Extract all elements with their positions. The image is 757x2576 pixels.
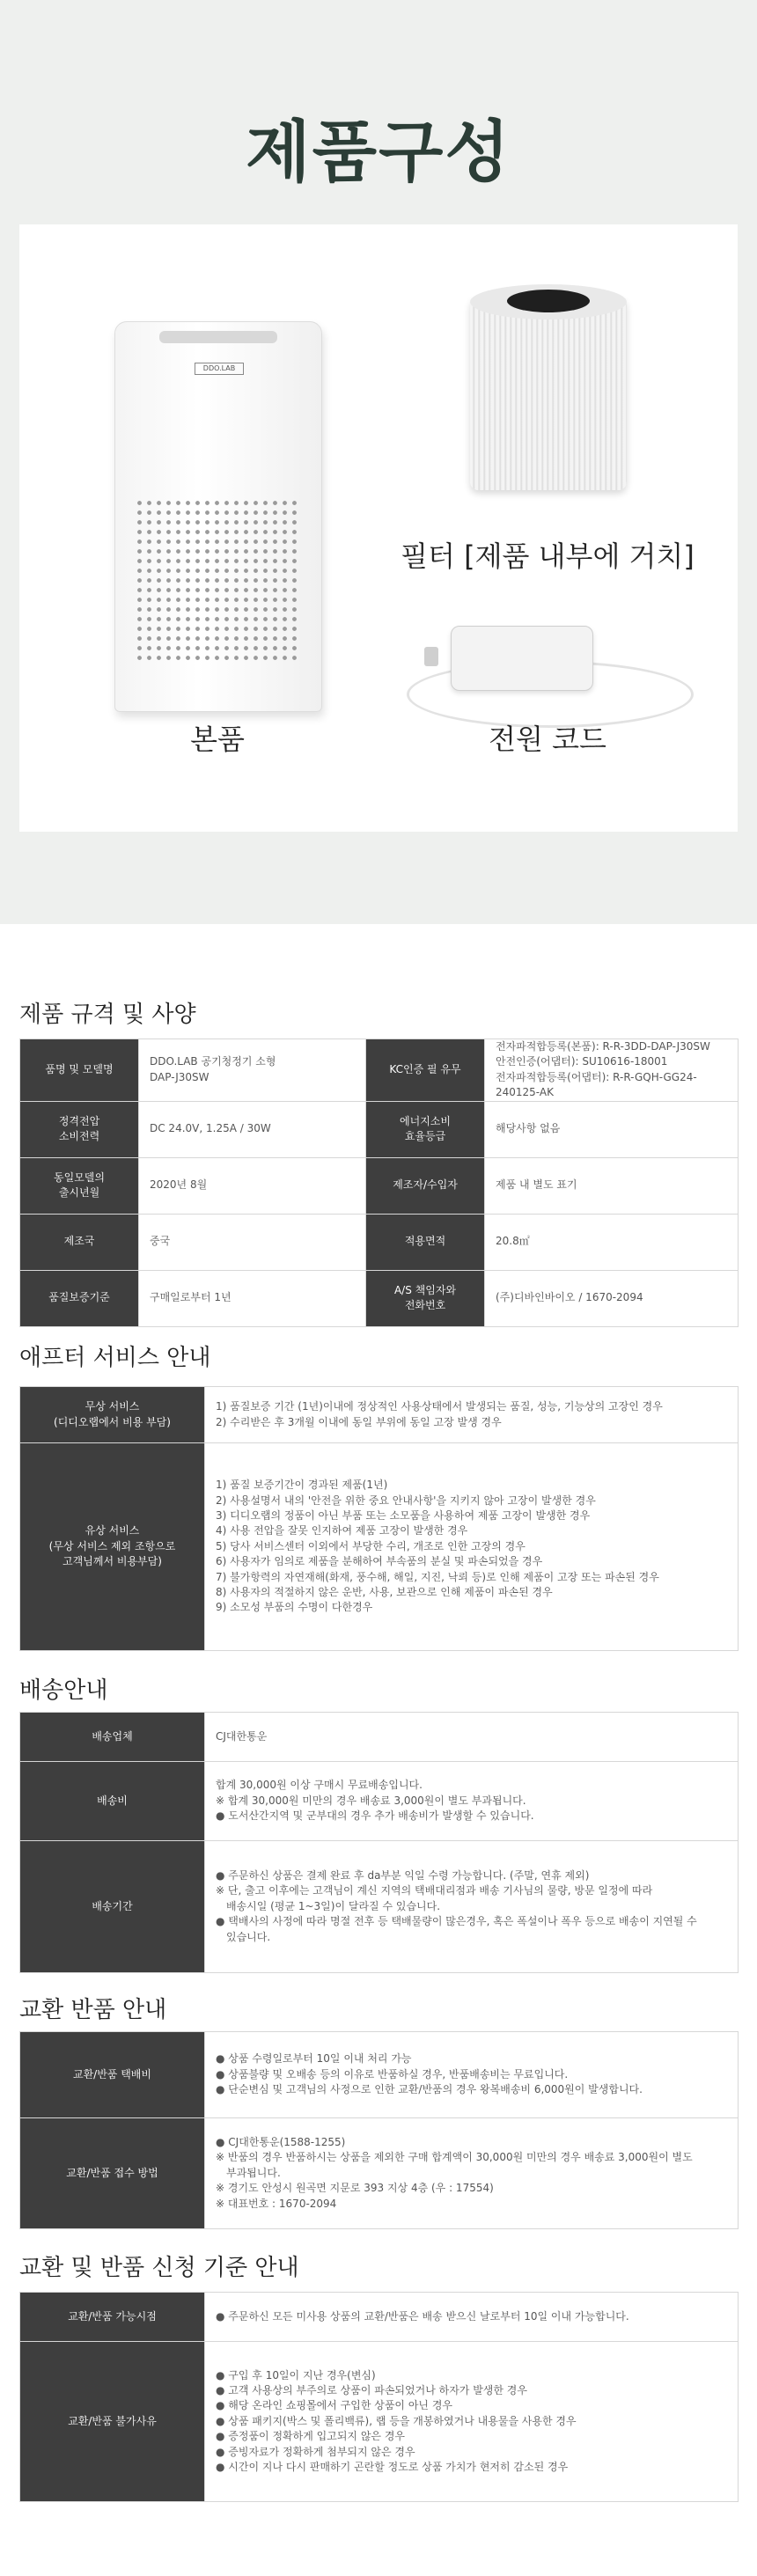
shipping-line: 있습니다.: [226, 1930, 271, 1943]
shipping-line: ● 택배사의 사정에 따라 명절 전후 등 택배물량이 많은경우, 혹은 폭설이나 폭우 등으로 배송이 지연될 수: [216, 1915, 697, 1928]
spec-header: 동일모델의 출시년월: [20, 1157, 139, 1214]
spec-table: [19, 1038, 739, 1327]
as-line: 9) 소모성 부품의 수명이 다한경우: [216, 1601, 373, 1614]
filter-label: 필터 [제품 내부에 거치]: [401, 539, 695, 573]
shipping-line: ● 도서산간지역 및 군부대의 경우 추가 배송비가 발생할 수 있습니다.: [216, 1809, 534, 1823]
spec-value: (주)디바인바이오 / 1670-2094: [485, 1270, 739, 1326]
as-content: [205, 1443, 739, 1651]
criteria-header-possible: 교환/반품 가능시점: [20, 2293, 205, 2342]
criteria-line: ● 시간이 지나 다시 판매하기 곤란할 정도로 상품 가치가 현저히 감소된 경우: [216, 2460, 569, 2473]
exchange-line: ● 상품불량 및 오배송 등의 이유로 반품하실 경우, 반품배송비는 무료입니다.: [216, 2067, 569, 2081]
shipping-header-period: 배송기간: [20, 1841, 205, 1973]
product-composition-section: [0, 0, 757, 924]
filter-image: [470, 284, 627, 495]
exchange-row: [20, 2118, 739, 2229]
criteria-row: [20, 2342, 739, 2502]
shipping-section-title: 배송안내: [19, 1677, 108, 1704]
shipping-row: [20, 1713, 739, 1762]
as-line: 2) 수리받은 후 3개월 이내에 동일 부위에 동일 고장 발생 경우: [216, 1415, 502, 1428]
spec-row: [20, 1039, 739, 1102]
as-line: 1) 품질보증 기간 (1년)이내에 정상적인 사용상태에서 발생되는 품질, 성능, 기능상의 고장인 경우: [216, 1400, 663, 1413]
exchange-line: ※ 경기도 안성시 원곡면 지문로 393 지상 4층 (우 : 17554): [216, 2182, 494, 2195]
exchange-header-method: 교환/반품 접수 방법: [20, 2118, 205, 2229]
spec-header: 제조자/수입자: [366, 1157, 485, 1214]
as-line: 5) 당사 서비스센터 이외에서 부당한 수리, 개조로 인한 고장의 경우: [216, 1539, 525, 1552]
spec-value: 제품 내 별도 표기: [485, 1157, 739, 1214]
criteria-line: ● 상품 패키지(박스 및 폴리백류), 랩 등을 개봉하였거나 내용물을 사용한 경우: [216, 2414, 577, 2427]
spec-value: 전자파적합등록(본품): R-R-3DD-DAP-J30SW 안전인증(어댑터): SU10616-18001 전자파적합등록(어댑터): R-R-GQH-GG24-240125-AK: [485, 1039, 739, 1102]
adapter-brick: [451, 626, 593, 691]
exchange-row: [20, 2032, 739, 2118]
shipping-line: ※ 합계 30,000원 미만의 경우 배송료 3,000원이 별도 부과됩니다.: [216, 1794, 526, 1807]
exchange-section-title: 교환 반품 안내: [19, 1997, 167, 2023]
shipping-content: [205, 1841, 739, 1973]
air-purifier-image: [114, 321, 322, 712]
criteria-header-impossible: 교환/반품 불가사유: [20, 2342, 205, 2502]
spec-section-title: 제품 규격 및 사양: [19, 1002, 196, 1028]
exchange-content: [205, 2032, 739, 2118]
composition-card: [19, 224, 738, 832]
as-header-paid: 유상 서비스 (무상 서비스 제외 조항으로 고객님께서 비용부담): [20, 1443, 205, 1651]
purifier-grille: [135, 498, 302, 665]
exchange-line: ※ 대표번호 : 1670-2094: [216, 2197, 337, 2210]
as-section-title: 애프터 서비스 안내: [19, 1345, 211, 1371]
shipping-table: [19, 1712, 739, 1973]
shipping-content: [205, 1762, 739, 1841]
as-content: [205, 1387, 739, 1443]
power-cord-label: 전원 코드: [489, 723, 606, 756]
exchange-line: ● 단순변심 및 고객님의 사정으로 인한 교환/반품의 경우 왕복배송비 6,000원이 발생합니다.: [216, 2083, 643, 2096]
shipping-line: ※ 단, 출고 이후에는 고객님이 계신 지역의 택배대리점과 배송 기사님의 물량, 방문 일정에 따라: [216, 1884, 653, 1897]
spec-row: [20, 1270, 739, 1326]
exchange-line: 부과됩니다.: [226, 2166, 281, 2179]
spec-header: 품질보증기준: [20, 1270, 139, 1326]
exchange-line: ● CJ대한통운(1588-1255): [216, 2136, 346, 2149]
power-cord-image: [407, 626, 697, 731]
as-header-free: 무상 서비스 (디디오랩에서 비용 부담): [20, 1387, 205, 1443]
criteria-line: ● 해당 온라인 쇼핑몰에서 구입한 상품이 아닌 경우: [216, 2399, 453, 2412]
spec-header: 제조국: [20, 1214, 139, 1270]
filter-body: [470, 297, 627, 490]
main-unit-label: 본품: [190, 723, 245, 756]
criteria-line: ● 증정품이 정확하게 입고되지 않은 경우: [216, 2430, 406, 2443]
exchange-line: ※ 반품의 경우 반품하시는 상품을 제외한 구매 합계액이 30,000원 미만의 경우 배송료 3,000원이 별도: [216, 2151, 693, 2164]
spec-value: 구매일로부터 1년: [139, 1270, 366, 1326]
shipping-line: ● 주문하신 상품은 결제 완료 후 da부분 익일 수령 가능합니다. (주말, 연휴 제외): [216, 1869, 590, 1882]
spec-value: 20.8㎡: [485, 1214, 739, 1270]
spec-value: 2020년 8월: [139, 1157, 366, 1214]
spec-value: DC 24.0V, 1.25A / 30W: [139, 1101, 366, 1157]
exchange-table: [19, 2031, 739, 2229]
exchange-header-fee: 교환/반품 택배비: [20, 2032, 205, 2118]
composition-title: 제품구성: [246, 113, 511, 191]
as-line: 1) 품질 보증기간이 경과된 제품(1년): [216, 1479, 388, 1492]
as-line: 4) 사용 전압을 잘못 인지하여 제품 고장이 발생한 경우: [216, 1524, 468, 1538]
spec-value: 중국: [139, 1214, 366, 1270]
shipping-row: [20, 1841, 739, 1973]
shipping-line: 배송시일 (평균 1~3일)이 달라질 수 있습니다.: [226, 1899, 441, 1912]
criteria-table: [19, 2292, 739, 2502]
purifier-logo: DDO.LAB: [195, 363, 244, 375]
as-row: [20, 1387, 739, 1443]
criteria-section-title: 교환 및 반품 신청 기준 안내: [19, 2255, 299, 2281]
as-line: 2) 사용설명서 내의 '안전을 위한 중요 안내사항'을 지키지 않아 고장이 발생한 경우: [216, 1493, 596, 1507]
as-line: 3) 디디오랩의 정품이 아닌 부품 또는 소모품을 사용하여 제품 고장이 발생한 경우: [216, 1509, 591, 1523]
criteria-line: ● 구입 후 10일이 지난 경우(변심): [216, 2368, 376, 2382]
shipping-header-fee: 배송비: [20, 1762, 205, 1841]
shipping-row: [20, 1762, 739, 1841]
exchange-line: ● 상품 수령일로부터 10일 이내 처리 가능: [216, 2052, 412, 2066]
spec-header: 품명 및 모델명: [20, 1039, 139, 1102]
criteria-line: ● 주문하신 모든 미사용 상품의 교환/반품은 배송 받으신 날로부터 10일 이내 가능합니다.: [216, 2309, 629, 2323]
exchange-content: [205, 2118, 739, 2229]
shipping-line: CJ대한통운: [216, 1729, 268, 1743]
shipping-content: [205, 1713, 739, 1762]
spec-header: A/S 책임자와 전화번호: [366, 1270, 485, 1326]
adapter-plug: [424, 647, 438, 666]
as-table: [19, 1386, 739, 1651]
as-line: 6) 사용자가 임의로 제품을 분해하여 부속품의 분실 및 파손되었을 경우: [216, 1555, 543, 1568]
spec-row: [20, 1157, 739, 1214]
criteria-content: [205, 2342, 739, 2502]
criteria-content: [205, 2293, 739, 2342]
purifier-top-vent: [159, 331, 277, 343]
spec-value: DDO.LAB 공기청정기 소형 DAP-J30SW: [139, 1039, 366, 1102]
as-line: 7) 불가항력의 자연재해(화재, 풍수해, 해일, 지진, 낙뢰 등)로 인해 제품이 고장 또는 파손된 경우: [216, 1570, 659, 1583]
filter-opening: [507, 290, 590, 312]
as-row: [20, 1443, 739, 1651]
criteria-line: ● 고객 사용상의 부주의로 상품이 파손되었거나 하자가 발생한 경우: [216, 2384, 527, 2397]
spec-header: 에너지소비 효율등급: [366, 1101, 485, 1157]
spec-row: [20, 1214, 739, 1270]
spec-header: 적용면적: [366, 1214, 485, 1270]
spec-header: KC인증 필 유무: [366, 1039, 485, 1102]
criteria-row: [20, 2293, 739, 2342]
spec-value: 해당사항 없음: [485, 1101, 739, 1157]
spec-header: 정격전압 소비전력: [20, 1101, 139, 1157]
shipping-header-carrier: 배송업체: [20, 1713, 205, 1762]
shipping-line: 합계 30,000원 이상 구매시 무료배송입니다.: [216, 1779, 423, 1792]
as-line: 8) 사용자의 적절하지 않은 운반, 사용, 보관으로 인해 제품이 파손된 경우: [216, 1585, 553, 1598]
spec-row: [20, 1101, 739, 1157]
criteria-line: ● 증빙자료가 정확하게 첨부되지 않은 경우: [216, 2445, 415, 2458]
